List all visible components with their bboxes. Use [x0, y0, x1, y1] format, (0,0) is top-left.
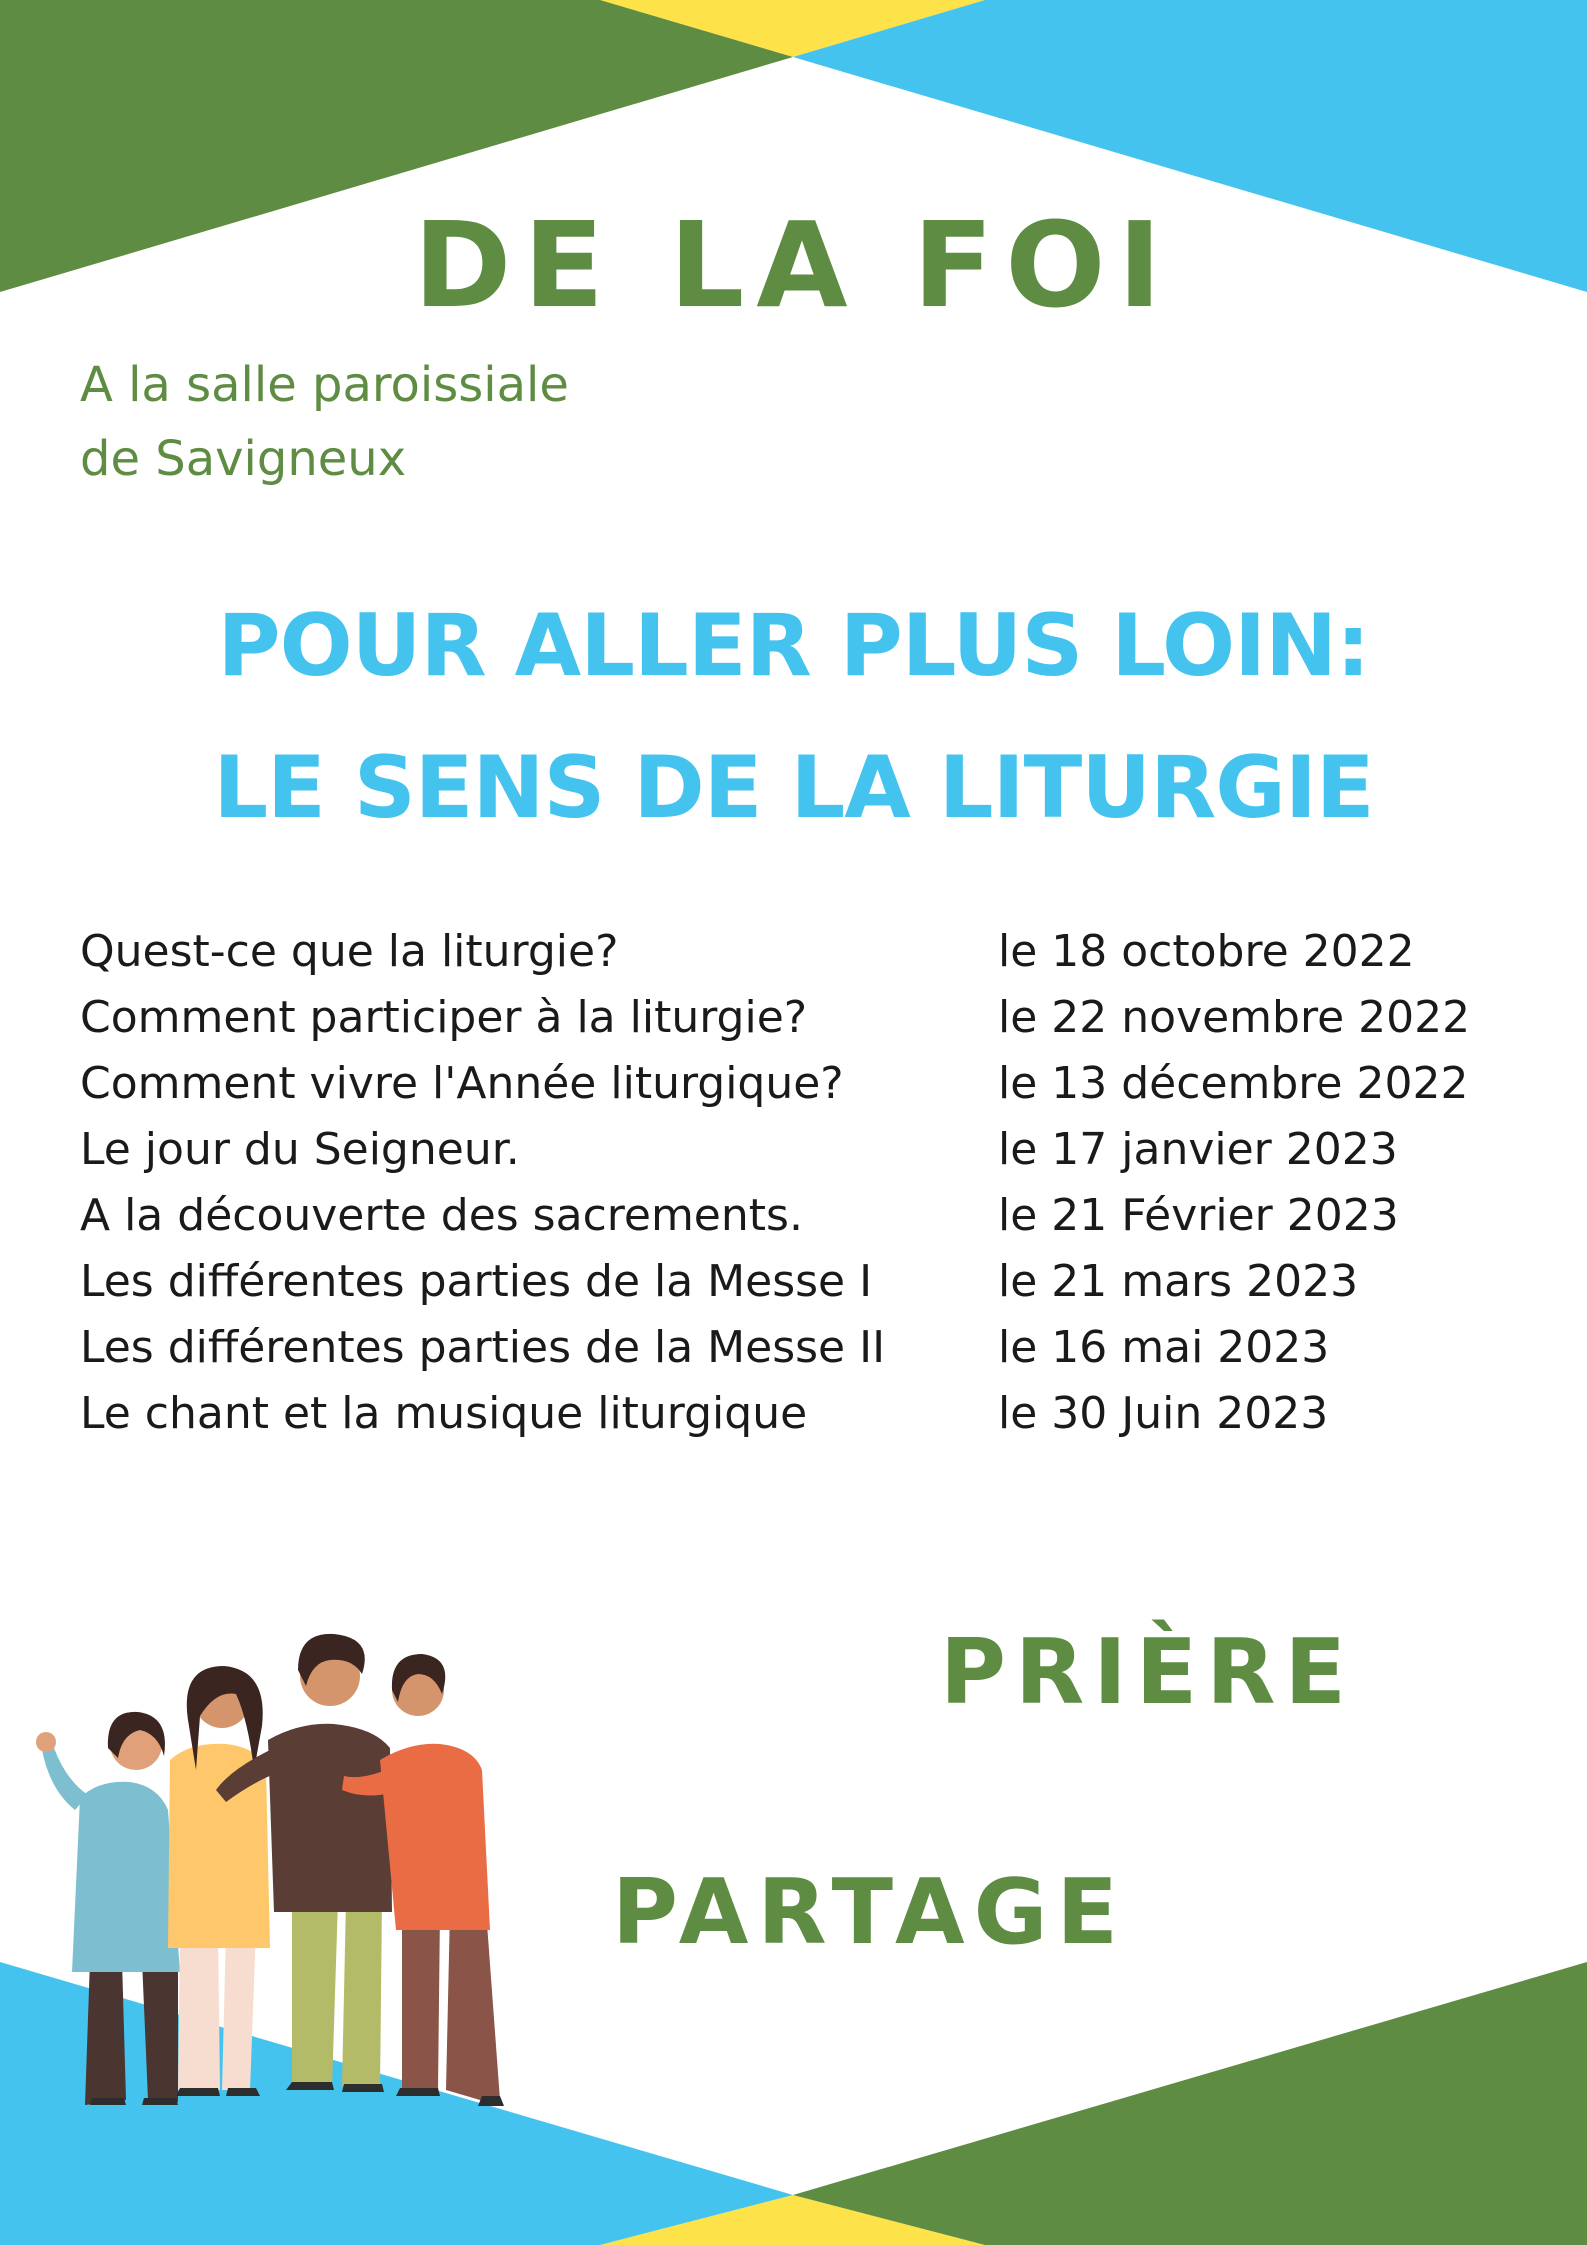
schedule-row	[80, 918, 1520, 984]
session-topic: Comment participer à la liturgie?	[80, 991, 808, 1043]
venue-text	[80, 348, 569, 496]
schedule-row	[80, 984, 1520, 1050]
schedule-row	[80, 1380, 1520, 1446]
venue-line-2: de Savigneux	[80, 431, 407, 487]
session-date: le 16 mai 2023	[998, 1321, 1330, 1373]
person-yellow-shirt	[168, 1666, 270, 2096]
headline-line-2: LE SENS DE LA LITURGIE	[213, 738, 1374, 838]
session-date: le 22 novembre 2022	[998, 991, 1471, 1043]
schedule-list	[80, 918, 1520, 1446]
schedule-row	[80, 1314, 1520, 1380]
group-of-people-illustration	[30, 1630, 530, 2110]
session-date: le 13 décembre 2022	[998, 1057, 1469, 1109]
session-topic: Comment vivre l'Année liturgique?	[80, 1057, 844, 1109]
partage-word: PARTAGE	[612, 1860, 1128, 1965]
session-topic: Les différentes parties de la Messe I	[80, 1255, 873, 1307]
schedule-row	[80, 1182, 1520, 1248]
headline	[0, 575, 1587, 859]
bottom-right-green-shape	[793, 1962, 1587, 2245]
session-date: le 21 Février 2023	[998, 1189, 1399, 1241]
headline-line-1: POUR ALLER PLUS LOIN:	[217, 596, 1370, 696]
session-topic: Quest-ce que la liturgie?	[80, 925, 619, 977]
poster-title: DE LA FOI	[413, 196, 1174, 334]
session-date: le 30 Juin 2023	[998, 1387, 1329, 1439]
session-topic: Le chant et la musique liturgique	[80, 1387, 808, 1439]
session-date: le 17 janvier 2023	[998, 1123, 1398, 1175]
schedule-row	[80, 1248, 1520, 1314]
venue-line-1: A la salle paroissiale	[80, 357, 569, 413]
session-date: le 18 octobre 2022	[998, 925, 1415, 977]
session-topic: Le jour du Seigneur.	[80, 1123, 520, 1175]
person-blue-shirt	[36, 1712, 180, 2105]
schedule-row	[80, 1116, 1520, 1182]
session-date: le 21 mars 2023	[998, 1255, 1359, 1307]
schedule-row	[80, 1050, 1520, 1116]
session-topic: A la découverte des sacrements.	[80, 1189, 803, 1241]
session-topic: Les différentes parties de la Messe II	[80, 1321, 886, 1373]
priere-word: PRIÈRE	[940, 1620, 1356, 1725]
